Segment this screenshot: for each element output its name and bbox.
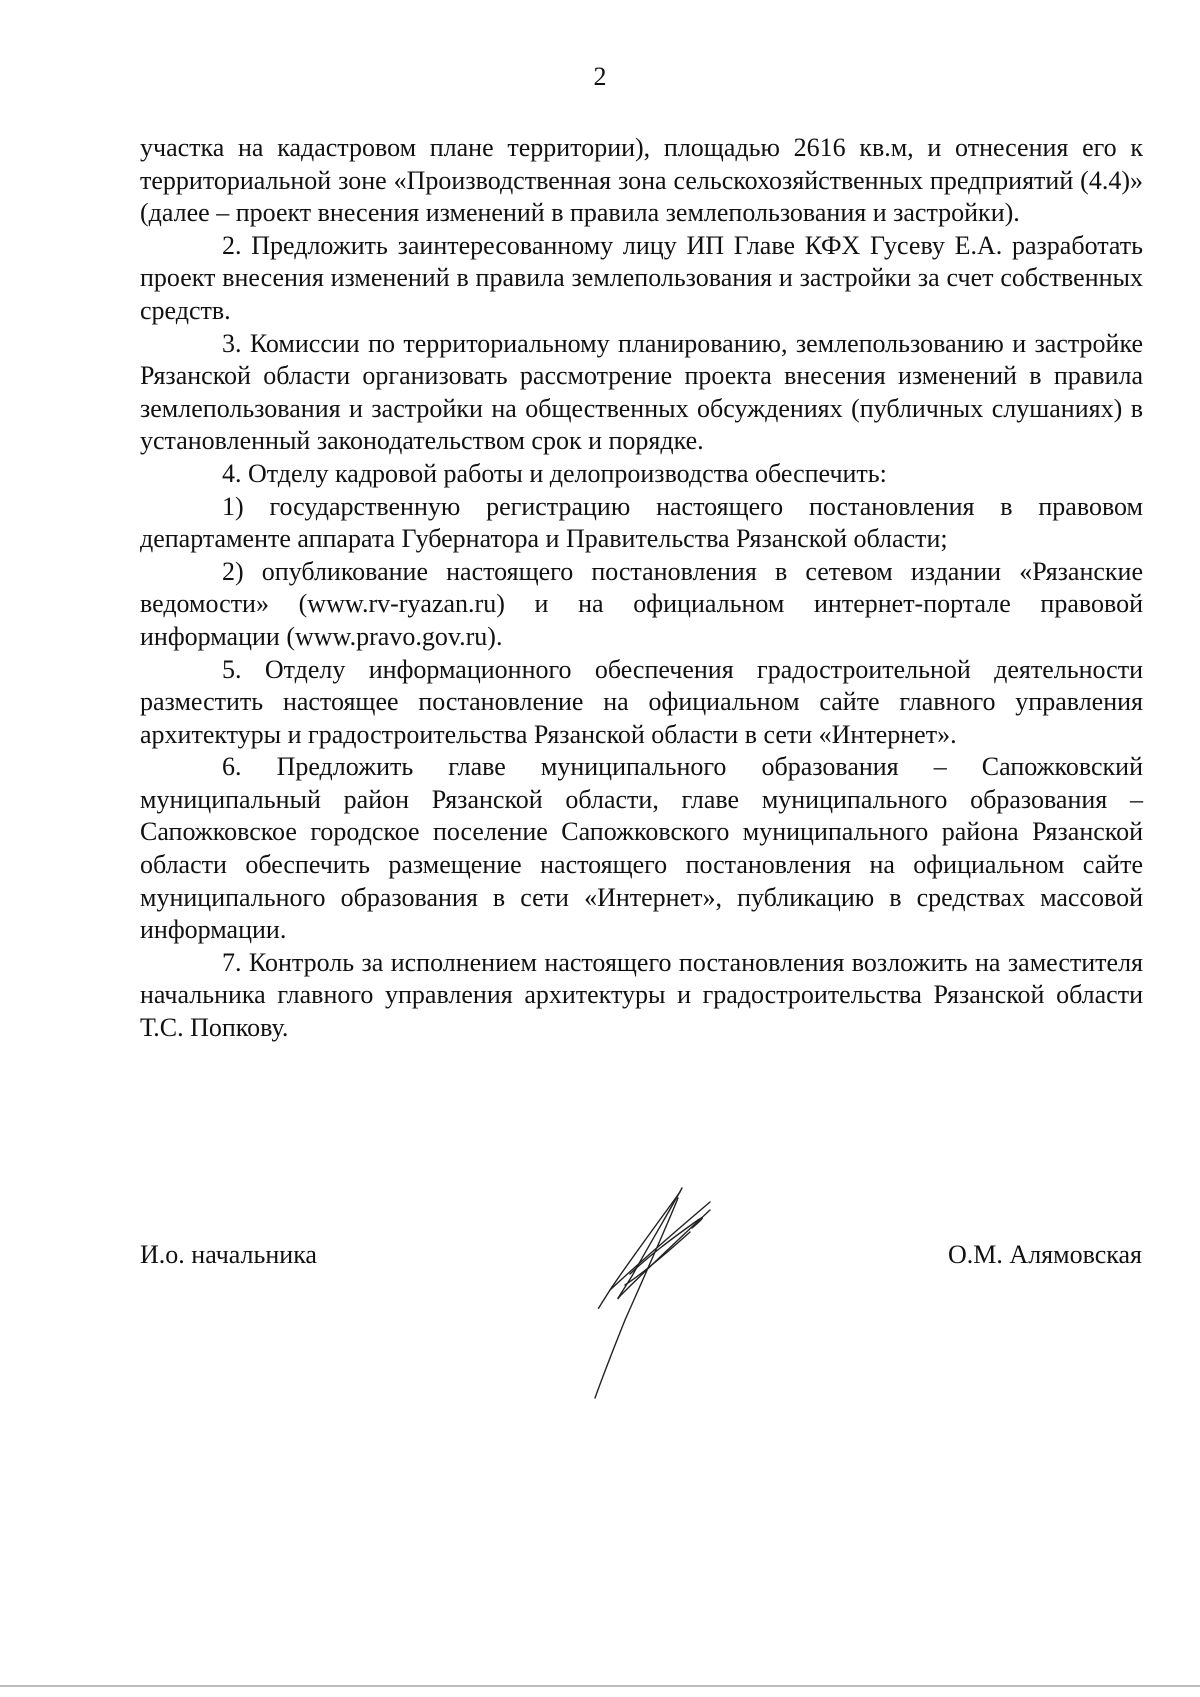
signatory-name: О.М. Алямовская [948,1240,1142,1269]
document-body [140,132,1143,1045]
paragraph-item-2: 2. Предложить заинтересованному лицу ИП Главе КФХ Гусеву Е.А. разработать проект внесения изменений в правила землепользования и застройки за счет собственных средств. [140,230,1143,325]
paragraph-item-4-2: 2) опубликование настоящего постановления в сетевом издании «Рязанские ведомости» (www.rv-ryazan.ru) и на официальном интернет-портале правовой информации (www.pravo.gov.ru). [140,556,1143,651]
page-bottom-edge [0,1685,1200,1687]
paragraph-item-4-1: 1) государственную регистрацию настоящего постановления в правовом департаменте аппарата Губернатора и Правительства Рязанской области; [140,491,1143,554]
handwritten-signature [570,1180,780,1410]
paragraph-1-continuation: участка на кадастровом плане территории), площадью 2616 кв.м, и отнесения его к территориальной зоне «Производственная зона сельскохозяйственных предприятий (4.4)» (далее – проект внесения изменений в правила землепользования и застройки). [140,133,1143,228]
paragraph-item-4: 4. Отделу кадровой работы и делопроизводства обеспечить: [222,458,887,488]
signatory-position: И.о. начальника [140,1240,317,1269]
paragraph-item-7: 7. Контроль за исполнением настоящего постановления возложить на заместителя начальника главного управления архитектуры и градостроительства Рязанской области Т.С. Попкову. [140,947,1143,1043]
paragraph-item-6: 6. Предложить главе муниципального образования – Сапожковский муниципальный район Рязанской области, главе муниципального образования – Сапожковское городское поселение Сапожковского муниципального района Рязанской области обеспечить размещение настоящего постановления на официальном сайте муниципального образования в сети «Интернет», публикацию в средствах массовой информации. [140,752,1143,945]
page-number: 2 [593,62,607,91]
paragraph-item-5: 5. Отделу информационного обеспечения градостроительной деятельности разместить настоящее постановление на официальном сайте главного управления архитектуры и градостроительства Рязанской области в сети «Интернет». [140,654,1143,749]
paragraph-item-3: 3. Комиссии по территориальному планированию, землепользованию и застройке Рязанской области организовать рассмотрение проекта внесения изменений в правила землепользования и застройки на общественных обсуждениях (публичных слушаниях) в установленный законодательством срок и порядке. [140,328,1143,456]
